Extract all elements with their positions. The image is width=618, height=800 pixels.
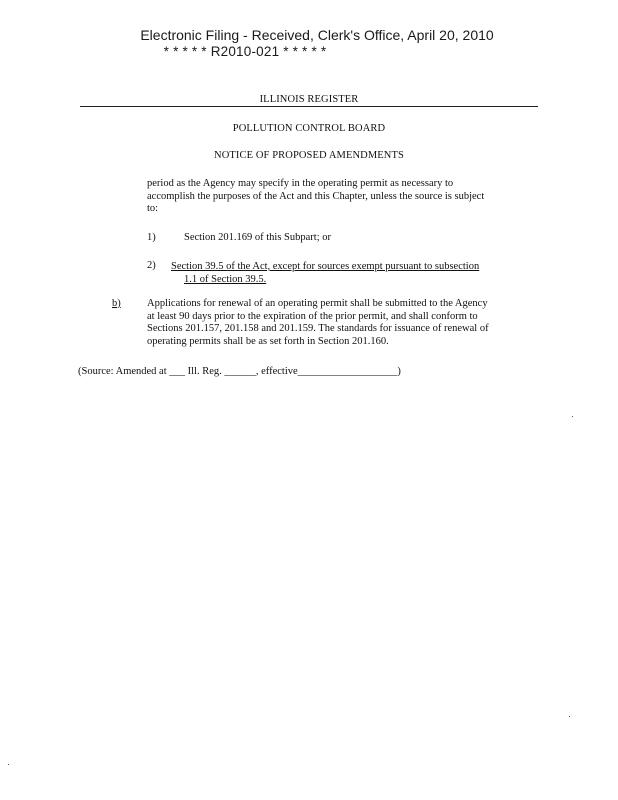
scan-speck [572, 416, 573, 417]
subsection-b-paragraph [147, 298, 489, 348]
docket-number-line: * * * * * R2010-021 * * * * * [163, 44, 327, 59]
paragraph-line: Sections 201.157, 201.158 and 201.159. The standards for issuance of renewal of [147, 323, 489, 334]
item-1-text: Section 201.169 of this Subpart; or [184, 232, 331, 243]
paragraph-line: accomplish the purposes of the Act and this Chapter, unless the source is subject [147, 190, 485, 202]
paragraph-line: period as the Agency may specify in the operating permit as necessary to [147, 178, 454, 189]
item-1-number: 1) [147, 232, 156, 243]
paragraph-line: Applications for renewal of an operating permit shall be submitted to the Agency [147, 298, 488, 309]
item-2-number: 2) [147, 260, 156, 271]
scan-speck [8, 764, 9, 765]
subsection-b-label: b) [112, 298, 121, 309]
filing-stamp-line: Electronic Filing - Received, Clerk's Office, April 20, 2010 [140, 27, 494, 43]
board-title: POLLUTION CONTROL BOARD [232, 123, 386, 134]
item-2-text [171, 260, 479, 286]
scan-speck [569, 716, 570, 717]
source-note: (Source: Amended at ___ Ill. Reg. ______, effective___________________) [78, 366, 401, 377]
notice-title: NOTICE OF PROPOSED AMENDMENTS [214, 150, 404, 161]
item-2-line: 1.1 of Section 39.5. [184, 274, 267, 285]
paragraph-line: at least 90 days prior to the expiration of the prior permit, and shall conform to [147, 310, 478, 322]
item-2-line: Section 39.5 of the Act, except for sources exempt pursuant to subsection [171, 261, 480, 272]
paragraph-line: operating permits shall be as set forth in Section 201.160. [147, 335, 389, 347]
continuation-paragraph [147, 178, 484, 216]
header-rule [80, 106, 538, 107]
paragraph-line: to: [147, 203, 159, 214]
register-title: ILLINOIS REGISTER [259, 94, 359, 105]
